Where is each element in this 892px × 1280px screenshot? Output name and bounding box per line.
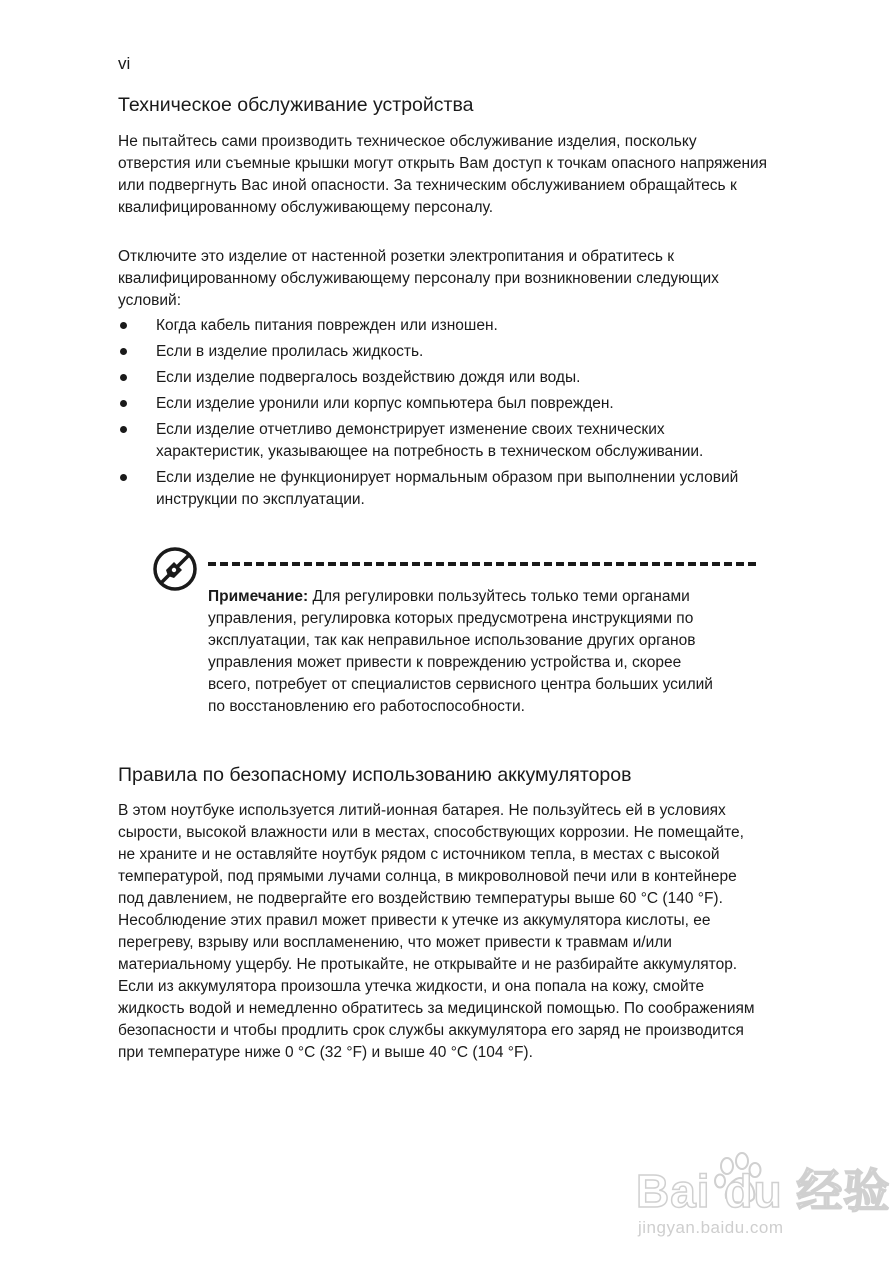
list-item-text: Если изделие отчетливо демонстрирует изменение своих технических характеристик, указывающее на потребность в техническом обслуживании. xyxy=(156,421,704,460)
list-item-text: Если изделие подвергалось воздействию дождя или воды. xyxy=(156,369,581,386)
watermark-url: jingyan.baidu.com xyxy=(638,1218,784,1237)
list-item-text: Если в изделие пролилась жидкость. xyxy=(156,343,424,360)
list-item-text: Если изделие уронили или корпус компьютера был поврежден. xyxy=(156,395,614,412)
note-label: Примечание: xyxy=(208,588,309,605)
list-item-text: Когда кабель питания поврежден или изношен. xyxy=(156,317,498,334)
section-title-battery: Правила по безопасному использованию аккумуляторов xyxy=(118,764,632,786)
list-item xyxy=(118,419,758,463)
watermark-brand: Bai du 经验 xyxy=(636,1165,891,1217)
list-item xyxy=(118,393,758,415)
note-text xyxy=(208,586,718,718)
baidu-watermark xyxy=(636,1152,891,1252)
maintenance-paragraph-1: Не пытайтесь сами производить техническое обслуживание изделия, поскольку отверстия или съемные крышки могут открыть Вам доступ к точкам опасного напряжения или подвергнуть Вас иной опасности. За техническим обслуживанием обращайтесь к квалифицированному обслуживающему персоналу. xyxy=(118,133,768,216)
bullet-icon xyxy=(120,474,127,481)
battery-paragraph: В этом ноутбуке используется литий-ионная батарея. Не пользуйтесь ей в условиях сырости, высокой влажности или в местах, способствующих коррозии. Не помещайте, не храните и не оставляйте ноутбук рядом с источником тепла, в местах с высокой температурой, под прямыми лучами солнца, в микроволновой печи или в контейнере под давлением, не подвергайте его воздействию температуры выше 60 °C (140 °F). Несоблюдение этих правил может привести к утечке из аккумулятора кислоты, ее перегреву, взрыву или воспламенению, что может привести к травмам и/или материальному ущербу. Не протыкайте, не открывайте и не разбирайте аккумулятор. Если из аккумулятора произошла утечка жидкости, и она попала на кожу, смойте жидкость водой и немедленно обратитесь за медицинской помощью. По соображениям безопасности и чтобы продлить срок службы аккумулятора его заряд не производится при температуре ниже 0 °C (32 °F) и выше 40 °C (104 °F). xyxy=(118,802,755,1061)
bullet-icon xyxy=(120,400,127,407)
note-body: Для регулировки пользуйтесь только теми органами управления, регулировка которых предусмотрена инструкциями по эксплуатации, так как неправильное использование других органов управления может привести к повреждению устройства и, скорее всего, потребует от специалистов сервисного центра больших усилий по восстановлению его работоспособности. xyxy=(208,588,713,715)
list-item xyxy=(118,341,758,363)
section-title-maintenance: Техническое обслуживание устройства xyxy=(118,94,474,116)
maintenance-conditions-list xyxy=(118,315,758,515)
maintenance-paragraph-2: Отключите это изделие от настенной розетки электропитания и обратитесь к квалифицированному обслуживающему персоналу при возникновении следующих условий: xyxy=(118,248,719,309)
list-item xyxy=(118,367,758,389)
bullet-icon xyxy=(120,348,127,355)
bullet-icon xyxy=(120,426,127,433)
page-number: vi xyxy=(118,54,131,73)
note-divider xyxy=(208,562,756,566)
note-pen-icon xyxy=(152,546,198,592)
bullet-icon xyxy=(120,374,127,381)
list-item-text: Если изделие не функционирует нормальным образом при выполнении условий инструкции по эксплуатации. xyxy=(156,469,739,508)
bullet-icon xyxy=(120,322,127,329)
list-item xyxy=(118,315,758,337)
list-item xyxy=(118,467,758,511)
